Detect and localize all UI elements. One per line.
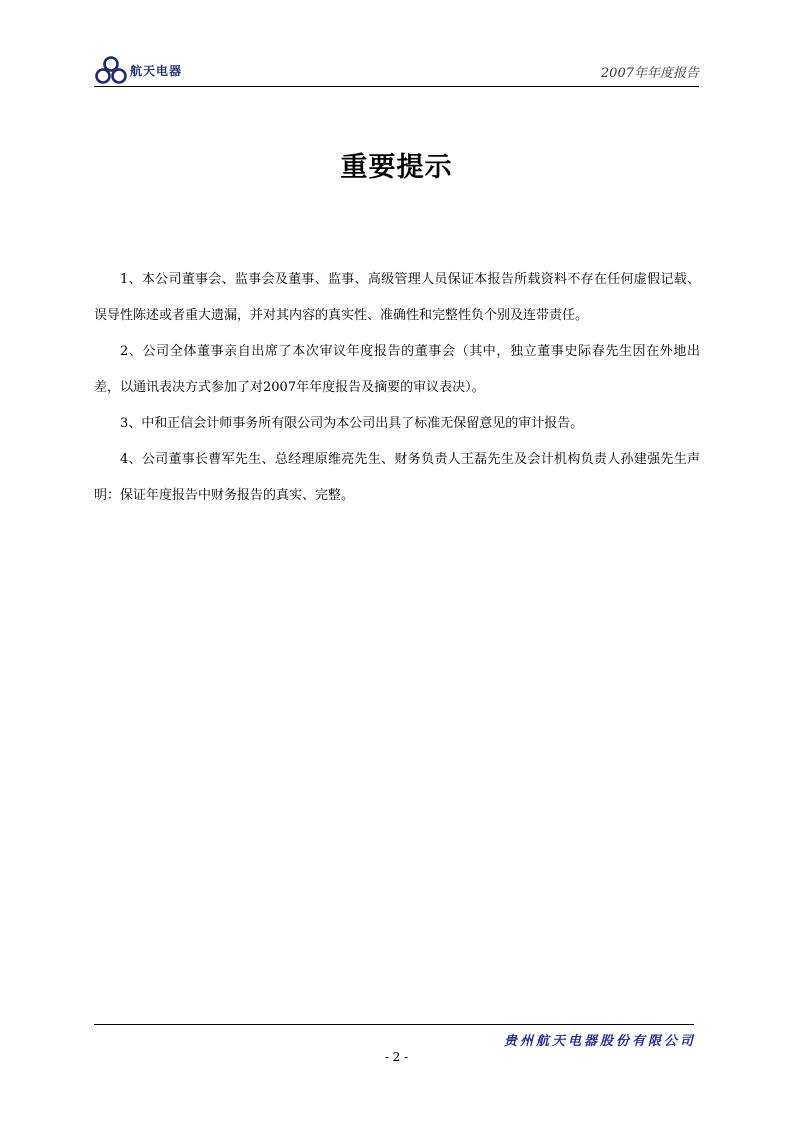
- footer-divider: [94, 1024, 694, 1025]
- page-number: - 2 -: [384, 1050, 409, 1064]
- header-divider: [94, 86, 699, 87]
- notice-paragraph-4: 4、公司董事长曹军先生、总经理原维亮先生、财务负责人王磊先生及会计机构负责人孙建强先生声明：保证年度报告中财务报告的真实、完整。: [94, 452, 700, 503]
- logo-text: 航天电器: [130, 63, 183, 78]
- notice-body: [94, 262, 700, 514]
- notice-paragraph-1: 1、本公司董事会、监事会及董事、监事、高级管理人员保证本报告所载资料不存在任何虚假记载、误导性陈述或者重大遗漏，并对其内容的真实性、准确性和完整性负个别及连带责任。: [94, 272, 700, 323]
- report-year-label: 2007年年度报告: [600, 66, 699, 81]
- three-circles-logo-icon: [94, 55, 128, 85]
- page-header: [94, 50, 699, 86]
- page-title: 重要提示: [340, 152, 453, 183]
- notice-paragraph-2: 2、公司全体董事亲自出席了本次审议年度报告的董事会（其中，独立董事史际春先生因在外地出差，以通讯表决方式参加了对2007年年度报告及摘要的审议表决）。: [94, 344, 700, 395]
- company-logo: [94, 54, 182, 86]
- footer-company-name: 贵州航天电器股份有限公司: [503, 1034, 696, 1049]
- notice-paragraph-3: 3、中和正信会计师事务所有限公司为本公司出具了标准无保留意见的审计报告。: [120, 416, 584, 431]
